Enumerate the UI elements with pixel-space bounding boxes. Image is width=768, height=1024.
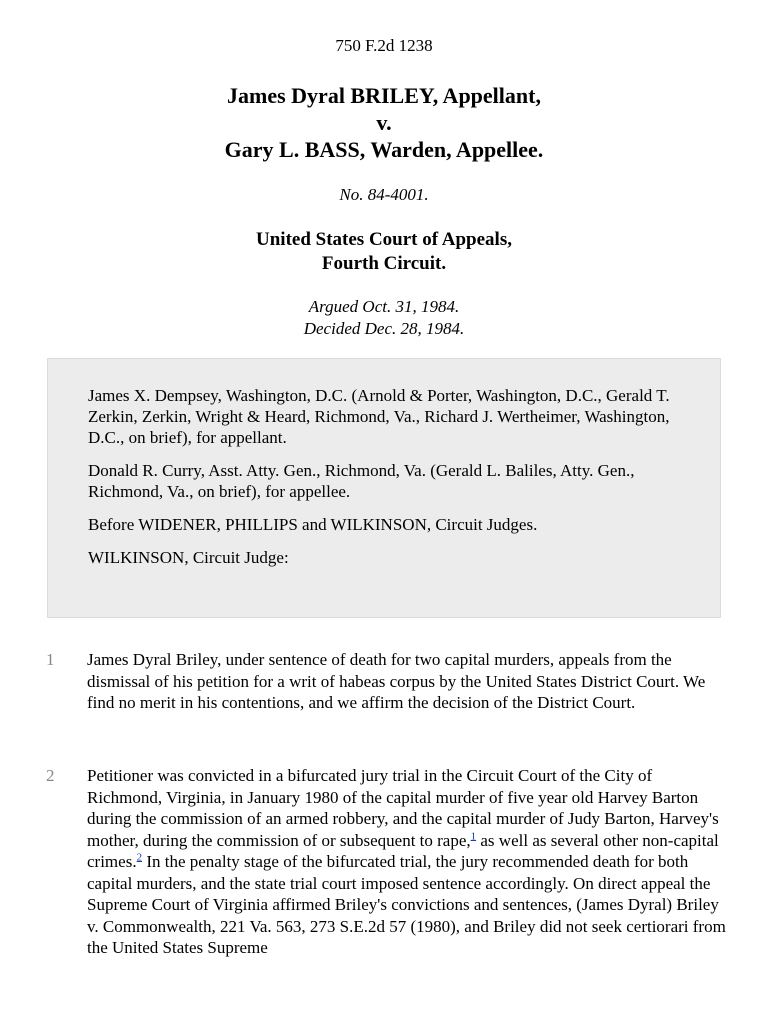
appellee-name: Gary L. BASS, Warden, Appellee. (224, 137, 544, 162)
counsel-for-appellee: Donald R. Curry, Asst. Atty. Gen., Richmond, Va. (Gerald L. Baliles, Atty. Gen., Richmond, Va., on brief), for appellee. (88, 461, 635, 501)
counsel-for-appellant: James X. Dempsey, Washington, D.C. (Arnold & Porter, Washington, D.C., Gerald T. Zerkin, Zerkin, Wright & Heard, Richmond, Va., Richard J. Wertheimer, Washington, D.C., on brief), for appellant. (88, 386, 670, 447)
paragraph-text-part: Petitioner was convicted in a bifurcated jury trial in the Circuit Court of the City of Richmond, Virginia, in January 1980 of the capital murder of five year old Harvey Barton during the commission of an armed robbery, and the capital murder of Judy Barton, Harvey's mother, during the commission of or subsequent to rape, (87, 766, 719, 850)
paragraph-text-part: In the penalty stage of the bifurcated trial, the jury recommended death for both capital murders, and the state trial court imposed sentence accordingly. On direct appeal the Supreme Court of Virginia affirmed Briley's convictions and sentences, (James Dyral) Briley v. Commonwealth, 221 Va. 563, 273 S.E.2d 57 (1980), and Briley did not seek certiorari from the United States Supreme (87, 852, 726, 957)
opinion-author: WILKINSON, Circuit Judge: (88, 548, 289, 567)
court-line-2: Fourth Circuit. (321, 253, 447, 274)
paragraph-text (87, 765, 727, 959)
footnote-link-2[interactable]: 2 (136, 851, 143, 864)
paragraph-text-part: as well as several other non-capital crimes. (87, 830, 719, 871)
judges-panel: Before WIDENER, PHILLIPS and WILKINSON, Circuit Judges. (88, 515, 538, 534)
case-caption (0, 82, 768, 163)
argued-date: Argued Oct. 31, 1984. (308, 297, 460, 316)
footnote-link-1[interactable]: 1 (470, 829, 477, 842)
preamble-box (47, 358, 721, 618)
versus: v. (376, 110, 392, 135)
paragraph-number: 1 (46, 650, 55, 669)
case-citation: 750 F.2d 1238 (335, 36, 433, 55)
docket-number: No. 84-4001. (339, 185, 429, 204)
court-name (0, 228, 768, 276)
paragraph-number: 2 (46, 766, 55, 785)
court-line-1: United States Court of Appeals, (256, 229, 512, 250)
paragraph-text: James Dyral Briley, under sentence of death for two capital murders, appeals from the dismissal of his petition for a writ of habeas corpus by the United States District Court. We find no merit in his contentions, and we affirm the decision of the District Court. (87, 650, 706, 712)
case-dates (0, 296, 768, 340)
appellant-name: James Dyral BRILEY, Appellant, (227, 83, 541, 108)
decided-date: Decided Dec. 28, 1984. (303, 319, 465, 338)
